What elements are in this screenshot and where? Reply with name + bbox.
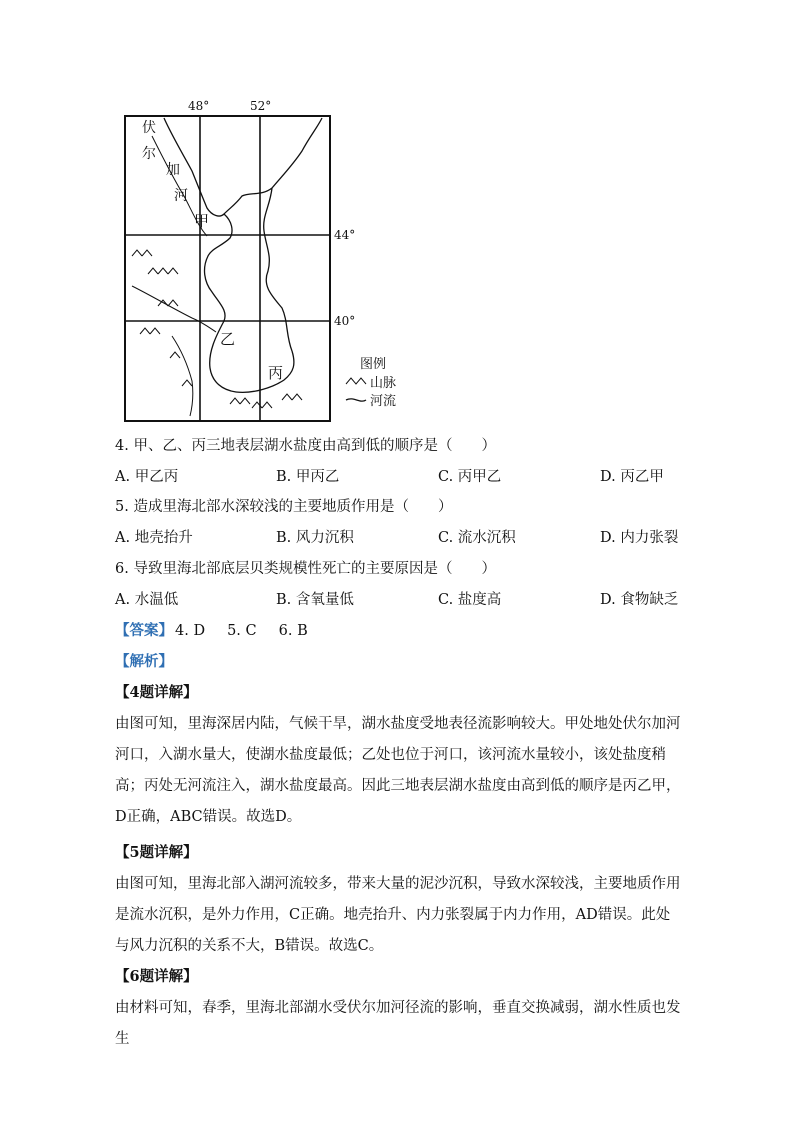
detail-4-text: 由图可知，里海深居内陆，气候干旱，湖水盐度受地表径流影响较大。甲处地处伏尔加河河口，入湖水量大，使湖水盐度最低；乙处也位于河口，该河流水量较小，该处盐度稍高；丙处无河流注入，湖水盐度最高。因此三地表层湖水盐度由高到低的顺序是丙乙甲，D正确，ABC错误。故选D。 — [115, 716, 681, 825]
legend-mountain-label: 山脉 — [370, 376, 397, 391]
question-5-option-a: A. 地壳抬升 — [115, 530, 193, 546]
detail-6-header: 【6题详解】 — [115, 968, 198, 985]
detail-4-header: 【4题详解】 — [115, 684, 198, 701]
east-coastline — [264, 188, 292, 351]
river-char-4: 河 — [174, 188, 188, 204]
answer-item-5: 5. C — [227, 623, 257, 639]
lat-label-40: 40° — [334, 314, 356, 328]
mountain-symbols-west — [132, 250, 192, 386]
question-5-option-c: C. 流水沉积 — [438, 530, 516, 546]
place-jia: 甲 — [194, 212, 210, 230]
map-svg — [112, 96, 412, 426]
question-4-stem: 4. 甲、乙、丙三地表层湖水盐度由高到低的顺序是（ ） — [115, 438, 496, 454]
lon-label-48: 48° — [188, 99, 210, 113]
mountain-symbols-south — [230, 394, 302, 408]
southern-river — [172, 336, 193, 416]
lat-label-44: 44° — [334, 228, 356, 242]
question-5-stem: 5. 造成里海北部水深较浅的主要地质作用是（ ） — [115, 499, 453, 515]
analysis-label: 【解析】 — [115, 653, 173, 670]
answer-label: 【答案】 — [115, 622, 173, 639]
question-4-option-b: B. 甲丙乙 — [276, 469, 340, 485]
place-bing: 丙 — [268, 364, 284, 382]
answer-row — [115, 621, 330, 641]
question-6-option-c: C. 盐度高 — [438, 592, 502, 608]
question-6-stem: 6. 导致里海北部底层贝类规模性死亡的主要原因是（ ） — [115, 561, 496, 577]
river-char-3: 加 — [166, 162, 180, 178]
answer-item-6: 6. B — [278, 623, 308, 639]
river-char-2: 尔 — [142, 146, 156, 162]
answer-item-4: 4. D — [175, 623, 206, 639]
lon-label-52: 52° — [250, 99, 272, 113]
question-6-option-b: B. 含氧量低 — [276, 592, 354, 608]
detail-5-header: 【5题详解】 — [115, 844, 198, 861]
detail-6-text: 由材料可知，春季，里海北部湖水受伏尔加河径流的影响，垂直交换减弱，湖水性质也发生 — [115, 1000, 681, 1047]
question-6-option-d: D. 食物缺乏 — [600, 592, 679, 608]
question-5-option-b: B. 风力沉积 — [276, 530, 354, 546]
legend-river-label: 河流 — [370, 394, 397, 409]
question-4-option-c: C. 丙甲乙 — [438, 469, 502, 485]
question-4-option-d: D. 丙乙甲 — [600, 469, 664, 485]
place-yi: 乙 — [220, 330, 236, 348]
caspian-sea-map — [112, 96, 412, 426]
legend-title: 图例 — [360, 357, 387, 372]
west-coastline — [205, 214, 232, 321]
river-char-1: 伏 — [142, 120, 156, 136]
question-4-option-a: A. 甲乙丙 — [115, 469, 179, 485]
question-5-option-d: D. 内力张裂 — [600, 530, 679, 546]
legend-river-icon — [346, 399, 366, 401]
question-6-option-a: A. 水温低 — [115, 592, 179, 608]
legend-mountain-icon — [346, 378, 366, 384]
western-river — [132, 286, 216, 332]
detail-5-text: 由图可知，里海北部入湖河流较多，带来大量的泥沙沉积，导致水深较浅，主要地质作用是流水沉积，是外力作用，C正确。地壳抬升、内力张裂属于内力作用，AD错误。此处与风力沉积的关系不大，B错误。故选C。 — [115, 876, 681, 954]
